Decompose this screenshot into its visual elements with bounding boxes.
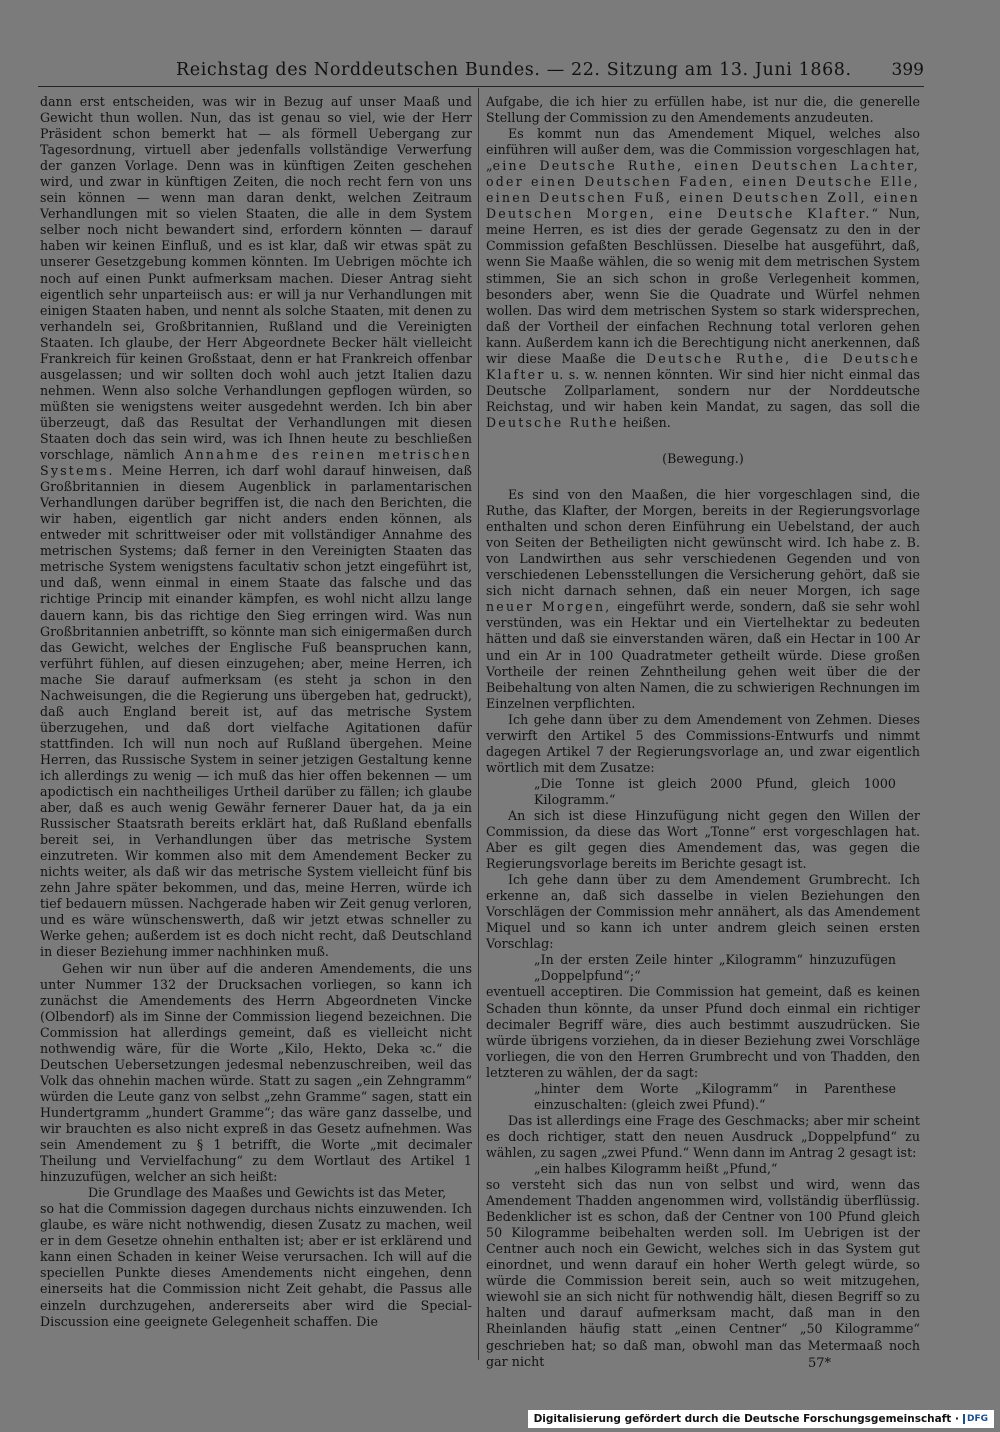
stage-direction: (Bewegung.) [662,450,744,466]
paragraph: eventuell acceptiren. Die Commission hat gemeint, daß es keinen Schaden thun könnte, da unser Pfund doch einmal ein richtiger decimaler Begriff wäre, dies auch bestimmt auszudrücken. Sie würde übrigens vorziehen, da in dieser Beziehung zwei Vorschläge vorliegen, die von den Herren Grumbrecht und von Thadden, den letzteren zu wählen, der da sagt: [486,984,920,1080]
text-run: Es kommt nun das Amendement Miquel, welches also einführen will außer dem, was die Commission vorgeschlagen hat, „ [486,126,920,174]
paragraph: Das ist allerdings eine Frage des Geschmacks; aber mir scheint es doch richtiger, statt den neuen Ausdruck „Doppelpfund“ zu wählen, zu sagen „zwei Pfund.“ Wenn dann im Antrag 2 gesagt ist: [486,1112,920,1160]
dfg-logo-icon: DFG [963,1414,988,1424]
quotation: „Die Tonne ist gleich 2000 Pfund, gleich 1000 Kilogramm.“ [534,775,896,807]
emphasis-text: eine Deutsche Ruthe, einen Deutschen Lachter, oder einen Deutschen Faden, einen Deutsche Elle, einen Deutschen Fuß, einen Deutschen Zoll, einen Deutschen Morgen, eine Deutsche Klafter. [486,158,920,222]
paragraph: so versteht sich das nun von selbst und wird, wenn das Amendement Thadden angenommen wird, vollständig überflüssig. Bedenklicher ist es schon, daß der Centner von 100 Pfund gleich 50 Kilogramme beibehalten werden soll. Im Uebrigen ist der Centner auch noch ein Gewicht, welches sich in das System gut einordnet, und wenn darauf ein hoher Werth gelegt würde, so würde die Commission bereit sein, auch so weit mitzugehen, wiewohl sie an sich nicht für nothwendig hält, diesen Begriff so zu halten und darauf aufmerksam macht, daß man in den Rheinlanden häufig statt „einen Centner“ „50 Kilogramme“ geschrieben hat; so daß man, obwohl man das Metermaaß noch gar nicht [486,1177,920,1369]
quotation: „ein halbes Kilogramm heißt „Pfund,“ [534,1161,778,1176]
signature-mark: 57* [808,1356,832,1371]
footer-text: Digitalisierung gefördert durch die Deutsche Forschungsgemeinschaft · [533,1413,959,1425]
column-divider [478,88,479,1360]
left-column [40,94,472,1330]
paragraph: Ich gehe dann über zu dem Amendement Grumbrecht. Ich erkenne an, daß sich dasselbe in vielen Beziehungen den Vorschlägen der Commission mehr annähert, als das Amendement Miquel und so kann ich unter andrem gleich seinen ersten Vorschlag: [486,872,920,952]
header-rule [38,86,924,87]
right-column [486,94,920,1370]
page-header [38,56,924,86]
text-run: heißen. [618,414,671,430]
paragraph: Aufgabe, die ich hier zu erfüllen habe, ist nur die, die generelle Stellung der Commission zu den Amendements anzudeuten. [486,94,920,126]
text-run: Es sind von den Maaßen, die hier vorgeschlagen sind, die Ruthe, das Klafter, der Morgen, bereits in der Regierungsvorlage enthalten und schon deren Einführung ein Uebelstand, der auch von Seiten der Betheiligten nicht gewünscht wird. Ich habe z. B. von Landwirthen aus sehr verschiedenen Gegenden und von verschiedenen Lebensstellungen die Versicherung gehört, daß sie sich nicht darnach sehnen, daß ein neuer Morgen, ich sage [486,487,920,599]
text-run: u. s. w. nennen könnten. Wir sind hier nicht einmal das Deutsche Zollparlament, sondern nur der Norddeutsche Reichstag, und wir haben kein Mandat, zu sagen, das soll die [486,366,920,414]
paragraph: Ich gehe dann über zu dem Amendement von Zehmen. Dieses verwirft den Artikel 5 des Commissions-Entwurfs und nimmt dagegen Artikel 7 der Regierungsvorlage an, und zwar eigentlich wörtlich mit dem Zusatze: [486,711,920,775]
running-head-title: Reichstag des Norddeutschen Bundes. — 22. Sitzung am 13. Juni 1868. [176,60,852,80]
text-run: Meine Herren, ich darf wohl darauf hinweisen, daß Großbritannien in diesem Augenblick in parlamentarischen Verhandlungen darüber begriffen ist, die nach den Berichten, die wir haben, eigentlich gar nicht anders enden können, als entweder mit schrittweiser oder mit vollständiger Annahme des metrischen Systems; daß ferner in den Vereinigten Staaten das metrische System wenigstens facultativ schon jetzt eingeführt ist, und daß, wenn einmal in einem Staate das falsche und das richtige Princip mit einander kämpfen, es wohl nicht allzu lange dauern kann, bis das richtige den Sieg erringen wird. Was nun Großbritannien anbetrifft, so könnte man sich einigermaßen durch das Gewicht, welches der Englische Fuß beanspruchen kann, verführt fühlen, auf diesen einzugehen; aber, meine Herren, ich mache Sie darauf aufmerksam (es steht ja schon in den Nachweisungen, die die Regierung uns übergeben hat, gedruckt), daß auch England bereit ist, auf das metrische System überzugehen, und daß dort vielfache Agitationen dafür stattfinden. Ich will nun noch auf Rußland übergehen. Meine Herren, das Russische System in seiner jetzigen Gestaltung kenne ich allerdings zu wenig — ich muß das hier offen bekennen — um apodictisch ein nachtheiliges Urtheil darüber zu fällen; ich glaube aber, daß es auch wenig Gewähr fernerer Dauer hat, da ja ein Russischer Staatsrath bereits erklärt hat, daß Rußland ebenfalls bereit sei, in Verhandlungen über das metrische System einzutreten. Wir kommen also mit dem Amendement Becker zu nichts weiter, als daß wir das metrische System vielleicht fünf bis zehn Jahre später bekommen, und das, meine Herren, würde ich tief bedauern müssen. Nachgerade haben wir Zeit genug verloren, und es wäre wünschenswerth, daß wir jetzt etwas schneller zu Werke gehen; außerdem ist es doch nicht recht, daß Deutschland in dieser Beziehung immer nachhinken muß. [40,463,472,960]
paragraph [486,487,920,712]
quotation: „hinter dem Worte „Kilogramm“ in Parenthese einzuschalten: (gleich zwei Pfund).“ [534,1080,896,1112]
paragraph [486,126,920,431]
text-run: eingeführt werde, sondern, daß sie sehr wohl verstünden, was ein Hektar und ein Viertelhektar zu bedeuten hätten und daß sie einverstanden wären, daß ein Hectar in 100 Ar und ein Ar in 100 Quadratmeter getheilt würde. Diese großen Vortheile der reinen Zehntheilung gehen weit über die der Beibehaltung von alten Namen, die zu schwierigen Rechnungen im Einzelnen verpflichten. [486,599,920,711]
emphasis-text: Deutsche Ruthe, die Deutsche Klafter [486,350,920,382]
emphasis-text: Annahme des reinen metrischen Systems. [40,447,472,479]
text-run: dann erst entscheiden, was wir in Bezug auf unser Maaß und Gewicht thun wollen. Nun, das ist genau so viel, wie der Herr Präsident schon bemerkt hat — als förmell Uebergang zur Tagesordnung, virtuell aber jedenfalls vollständige Verwerfung der ganzen Vorlage. Denn was in künftigen Zeiten geschehen wird, und zwar in künftigen Zeiten, die noch recht fern von uns sein können — wenn man daran denkt, welchen Zeitraum Verhandlungen mit so vielen Staaten, die alle in dem System selber noch nicht bewandert sind, erfordern könnten — darauf haben wir keinen Einfluß, und es ist klar, daß wir etwas spät zu unserer Gesetzgebung kommen könnten. Im Uebrigen möchte ich noch auf einen Punkt aufmerksam machen. Dieser Antrag sieht eigentlich sehr unparteiisch aus: er will ja nur Verhandlungen mit einigen Staaten haben, und nennt als solche Staaten, mit denen zu verhandeln sei, Großbritannien, Rußland und die Vereinigten Staaten. Ich glaube, der Herr Abgeordnete Becker hält vielleicht Frankreich für keinen Großstaat, denn er hat Frankreich offenbar ausgelassen; und wir sollten doch wohl auch jetzt Italien dazu nehmen. Wenn also solche Verhandlungen gepflogen würden, so müßten sie wenigstens weiter ausgedehnt werden. Ich bin aber überzeugt, daß das Resultat der Verhandlungen mit diesen Staaten doch das sein wird, was ich Ihnen heute zu beschließen vorschlage, nämlich [40,94,472,463]
paragraph: so hat die Commission dagegen durchaus nichts einzuwenden. Ich glaube, es wäre nicht nothwendig, diesen Zusatz zu machen, weil er in dem Gesetze ohnehin enthalten ist; aber er ist erklärend und kann einen Schaden in keiner Weise verursachen. Ich will auf die speciellen Punkte dieses Amendements nicht eingehen, denn einerseits hat die Commission nicht Zeit gehabt, die Passus alle einzeln durchzugehen, andererseits aber wird die Special-Discussion eine geeignete Gelegenheit schaffen. Die [40,1201,472,1329]
paragraph: Gehen wir nun über auf die anderen Amendements, die uns unter Nummer 132 der Drucksachen vorliegen, so kann ich zunächst die Amendements des Herrn Abgeordneten Vincke (Olbendorf) als im Sinne der Commission liegend bezeichnen. Die Commission hat allerdings gemeint, daß es vielleicht nicht nothwendig wäre, für die Worte „Kilo, Hekto, Deka ꝛc.“ die Deutschen Uebersetzungen jedesmal nebenzuschreiben, weil das Volk das ohnehin machen würde. Statt zu sagen „ein Zehngramm“ würden die Leute ganz von selbst „zehn Gramme“ sagen, statt ein Hundertgramm „hundert Gramme“; das wäre ganz dasselbe, und wir brauchten es also nicht expreß in das Gesetz aufnehmen. Was sein Amendement zu § 1 betrifft, die Worte „mit decimaler Theilung und Vervielfachung“ zu dem Wortlaut des Artikel 1 hinzuzufügen, welcher an sich heißt: [40,960,472,1185]
text-run: “ Nun, meine Herren, es ist dies der gerade Gegensatz zu den in der Commission gefaßten Beschlüssen. Dieselbe hat ausgeführt, daß, wenn Sie Maaße wählen, die so wenig mit dem metrischen System stimmen, Sie an sich schon in große Verlegenheit kommen, besonders aber, wenn Sie die Quadrate und Würfel nehmen wollen. Das wird dem metrischen System so stark widersprechen, daß der Vortheil der einfachen Rechnung total verloren gehen kann. Außerdem kann ich die Berechtigung nicht anerkennen, daß wir diese Maaße die [486,206,920,366]
digitization-footer [528,1410,994,1428]
emphasis-text: neuer Morgen, [486,599,612,615]
paragraph [40,94,472,961]
emphasis-text: Deutsche Ruthe [486,414,619,430]
quotation: „In der ersten Zeile hinter „Kilogramm“ hinzuzufügen „Doppelpfund“;“ [534,952,896,984]
quotation: Die Grundlage des Maaßes und Gewichts ist das Meter, [88,1185,447,1201]
paragraph: An sich ist diese Hinzufügung nicht gegen den Willen der Commission, da diese das Wort „Tonne“ erst vorgeschlagen hat. Aber es gilt gegen dies Amendement das, was gegen die Regierungsvorlage bereits im Berichte gesagt ist. [486,807,920,872]
page-number: 399 [891,60,924,80]
